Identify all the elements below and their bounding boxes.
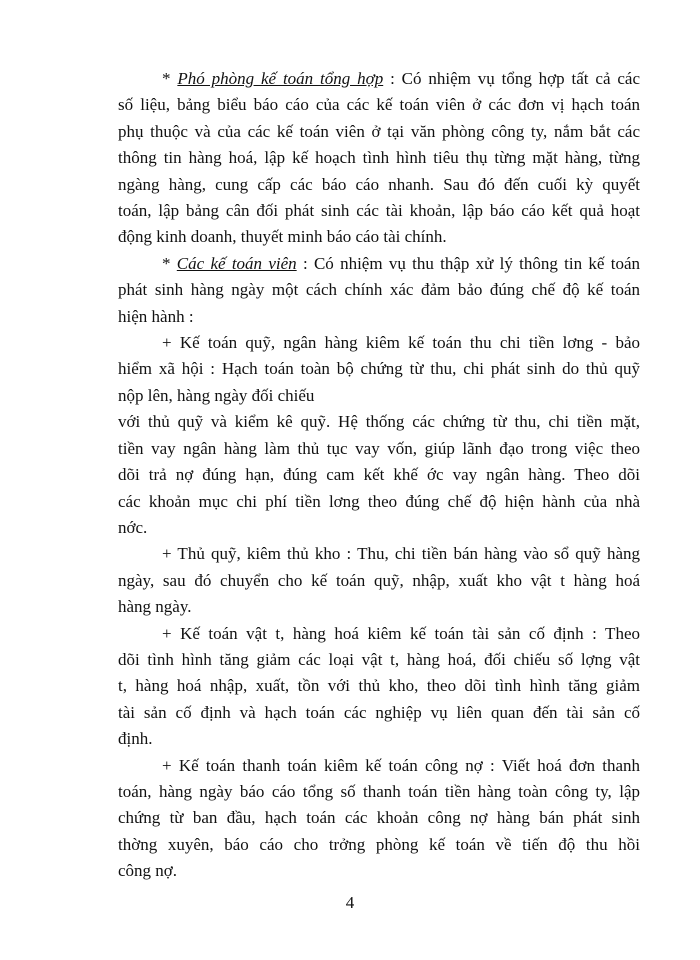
paragraph-line: tiền vay ngân hàng làm thủ tục vay vốn, giúp lãnh đạo trong việc theo: [118, 438, 640, 458]
role-label: Các kế toán viên: [176, 253, 297, 273]
paragraph-line: t, hàng hoá nhập, xuất, tồn với thủ kho, theo dõi tình hình tăng giảm: [118, 676, 640, 696]
paragraph-line: toán, lập bảng cân đối phát sinh các tài khoản, lập báo cáo kết quả hoạt: [118, 201, 640, 221]
paragraph-line: định.: [118, 729, 153, 749]
paragraph-line: thông tin hàng hoá, lập kế hoạch tình hình tiêu thụ từng mặt hàng, từng: [118, 148, 640, 168]
paragraph-line: hiểm xã hội : Hạch toán toàn bộ chứng từ thu, chi phát sinh do thủ quỹ: [118, 359, 640, 379]
role-label: Phó phòng kế toán tổng hợp: [177, 69, 384, 88]
paragraph-line: ngàng hàng, cung cấp các báo cáo nhanh. Sau đó đến cuối kỳ quyết: [118, 174, 640, 194]
paragraph-line: dõi tình hình tăng giảm các loại vật t, hàng hoá, đối chiếu số lợng vật: [118, 649, 640, 669]
paragraph-line: công nợ.: [118, 861, 178, 881]
paragraph-line: * Các kế toán viên : Có nhiệm vụ thu thập xử lý thông tin kế toán: [162, 253, 641, 273]
paragraph-line: phụ thuộc và của các kế toán viên ở tại văn phòng công ty, nắm bắt các: [118, 121, 640, 141]
paragraph-line: hàng ngày.: [118, 597, 192, 617]
paragraph-line: + Kế toán quỹ, ngân hàng kiêm kế toán thu chi tiền lơng - bảo: [162, 333, 640, 353]
paragraph-line: số liệu, bảng biểu báo cáo của các kế toán viên ở các đơn vị hạch toán: [118, 95, 640, 115]
paragraph-line: + Thủ quỹ, kiêm thủ kho : Thu, chi tiền bán hàng vào sổ quỹ hàng: [162, 544, 640, 564]
paragraph-line: thờng xuyên, báo cáo cho trởng phòng kế toán về tiến độ thu hồi: [118, 834, 640, 854]
paragraph-line: + Kế toán vật t, hàng hoá kiêm kế toán tài sản cố định : Theo: [162, 623, 640, 643]
paragraph-accountants: [118, 251, 640, 330]
page-number: 4: [345, 893, 355, 912]
paragraph-deputy-chief-accountant: [118, 66, 640, 251]
paragraph-fund-accountant: [118, 330, 640, 541]
paragraph-line: * Phó phòng kế toán tổng hợp : Có nhiệm vụ tổng hợp tất cả các: [162, 69, 640, 88]
paragraph-line: ngày, sau đó chuyển cho kế toán quỹ, nhập, xuất kho vật t hàng hoá: [118, 570, 640, 590]
paragraph-line: nớc.: [118, 517, 148, 537]
paragraph-cashier: [118, 541, 640, 620]
paragraph-materials-accountant: [118, 621, 640, 753]
paragraph-line: nộp lên, hàng ngày đối chiếu: [118, 385, 315, 405]
paragraph-line: hiện hành :: [118, 306, 194, 326]
paragraph-line: phát sinh hàng ngày một cách chính xác đảm bảo đúng chế độ kế toán: [118, 280, 640, 300]
paragraph-line: + Kế toán thanh toán kiêm kế toán công nợ : Viết hoá đơn thanh: [162, 755, 640, 775]
paragraph-line: với thủ quỹ và kiểm kê quỹ. Hệ thống các chứng từ thu, chi tiền mặt,: [118, 412, 640, 432]
paragraph-line: chứng từ ban đầu, hạch toán các khoản công nợ hàng bán phát sinh: [118, 808, 640, 828]
paragraph-line: động kinh doanh, thuyết minh báo cáo tài chính.: [118, 227, 447, 247]
paragraph-line: dõi trả nợ đúng hạn, đúng cam kết khế ớc vay ngân hàng. Theo dõi: [118, 465, 640, 485]
document-body: [118, 66, 640, 885]
paragraph-payment-accountant: [118, 753, 640, 885]
paragraph-line: các khoản mục chi phí tiền lơng theo đúng chế độ hiện hành của nhà: [118, 491, 640, 511]
paragraph-line: toán, hàng ngày báo cáo tổng số thanh toán tiền hàng toàn công ty, lập: [118, 781, 640, 801]
paragraph-line: tài sản cố định và hạch toán các nghiệp vụ liên quan đến tài sản cố: [118, 702, 640, 722]
